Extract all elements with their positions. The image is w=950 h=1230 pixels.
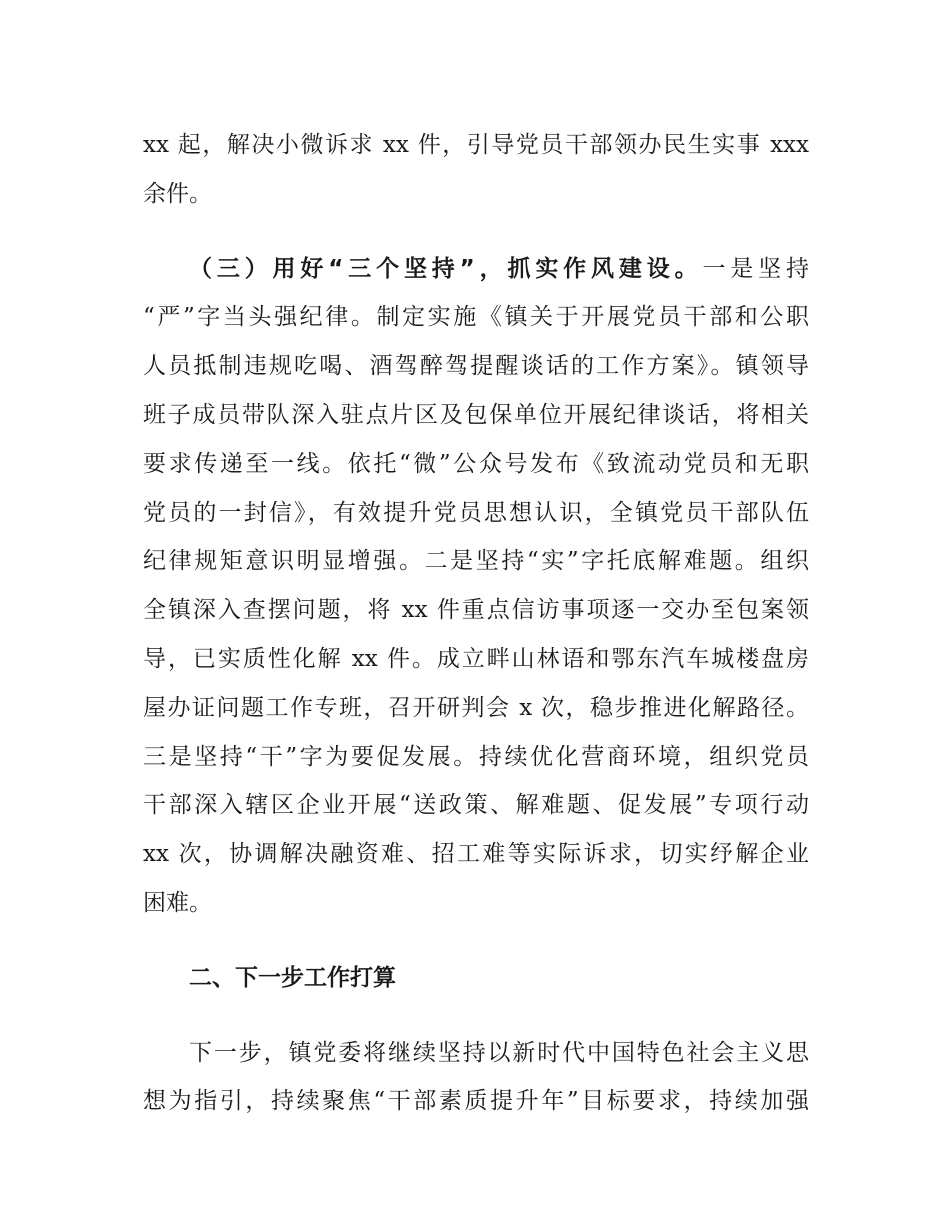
text-line: xx 起，解决小微诉求 xx 件，引导党员干部领办民生实事 xxx	[143, 132, 809, 158]
text-line: 纪律规矩意识明显增强。二是坚持“实”字托底解难题。组织	[143, 548, 809, 575]
paragraph-gap	[143, 928, 809, 954]
paragraph-3	[143, 1029, 809, 1127]
document-page	[143, 121, 809, 1126]
text-line	[143, 245, 809, 294]
text-line: 三是坚持“干”字为要促发展。持续优化营商环境，组织党员	[143, 743, 809, 770]
text-line: 干部深入辖区企业开展“送政策、解难题、促发展”专项行动	[143, 792, 809, 819]
paragraph-gap	[143, 1003, 809, 1029]
text-line: 党员的一封信》，有效提升党员思想认识，全镇党员干部队伍	[143, 499, 809, 526]
text-line: 屋办证问题工作专班，召开研判会 x 次，稳步推进化解路径。	[143, 694, 809, 721]
text-line: 困难。	[143, 889, 212, 916]
text-line: 余件。	[143, 180, 212, 207]
text-line: “严”字当头强纪律。制定实施《镇关于开展党员干部和公职	[143, 304, 809, 331]
text-line: 班子成员带队深入驻点片区及包保单位开展纪律谈话，将相关	[143, 401, 809, 428]
section-subheading: （三）用好“三个坚持”，抓实作风建设。	[189, 255, 703, 282]
text-line: 导，已实质性化解 xx 件。成立畔山林语和鄂东汽车城楼盘房	[143, 645, 809, 672]
text-line: 想为指引，持续聚焦“干部素质提升年”目标要求，持续加强	[143, 1088, 809, 1115]
text-line: xx 次，协调解决融资难、招工难等实际诉求，切实纾解企业	[143, 841, 809, 868]
text-line: 人员抵制违规吃喝、酒驾醉驾提醒谈话的工作方案》。镇领导	[143, 353, 809, 380]
paragraph-2	[143, 245, 809, 928]
text-line: 要求传递至一线。依托“微”公众号发布《致流动党员和无职	[143, 450, 809, 477]
paragraph-gap	[143, 219, 809, 245]
text-line: 全镇深入查摆问题，将 xx 件重点信访事项逐一交办至包案领	[143, 597, 809, 624]
paragraph-1	[143, 121, 809, 219]
text-line: 下一步，镇党委将继续坚持以新时代中国特色社会主义思	[189, 1039, 809, 1066]
text-span: 一是坚持	[702, 255, 810, 282]
section-heading: 二、下一步工作打算	[189, 964, 396, 991]
